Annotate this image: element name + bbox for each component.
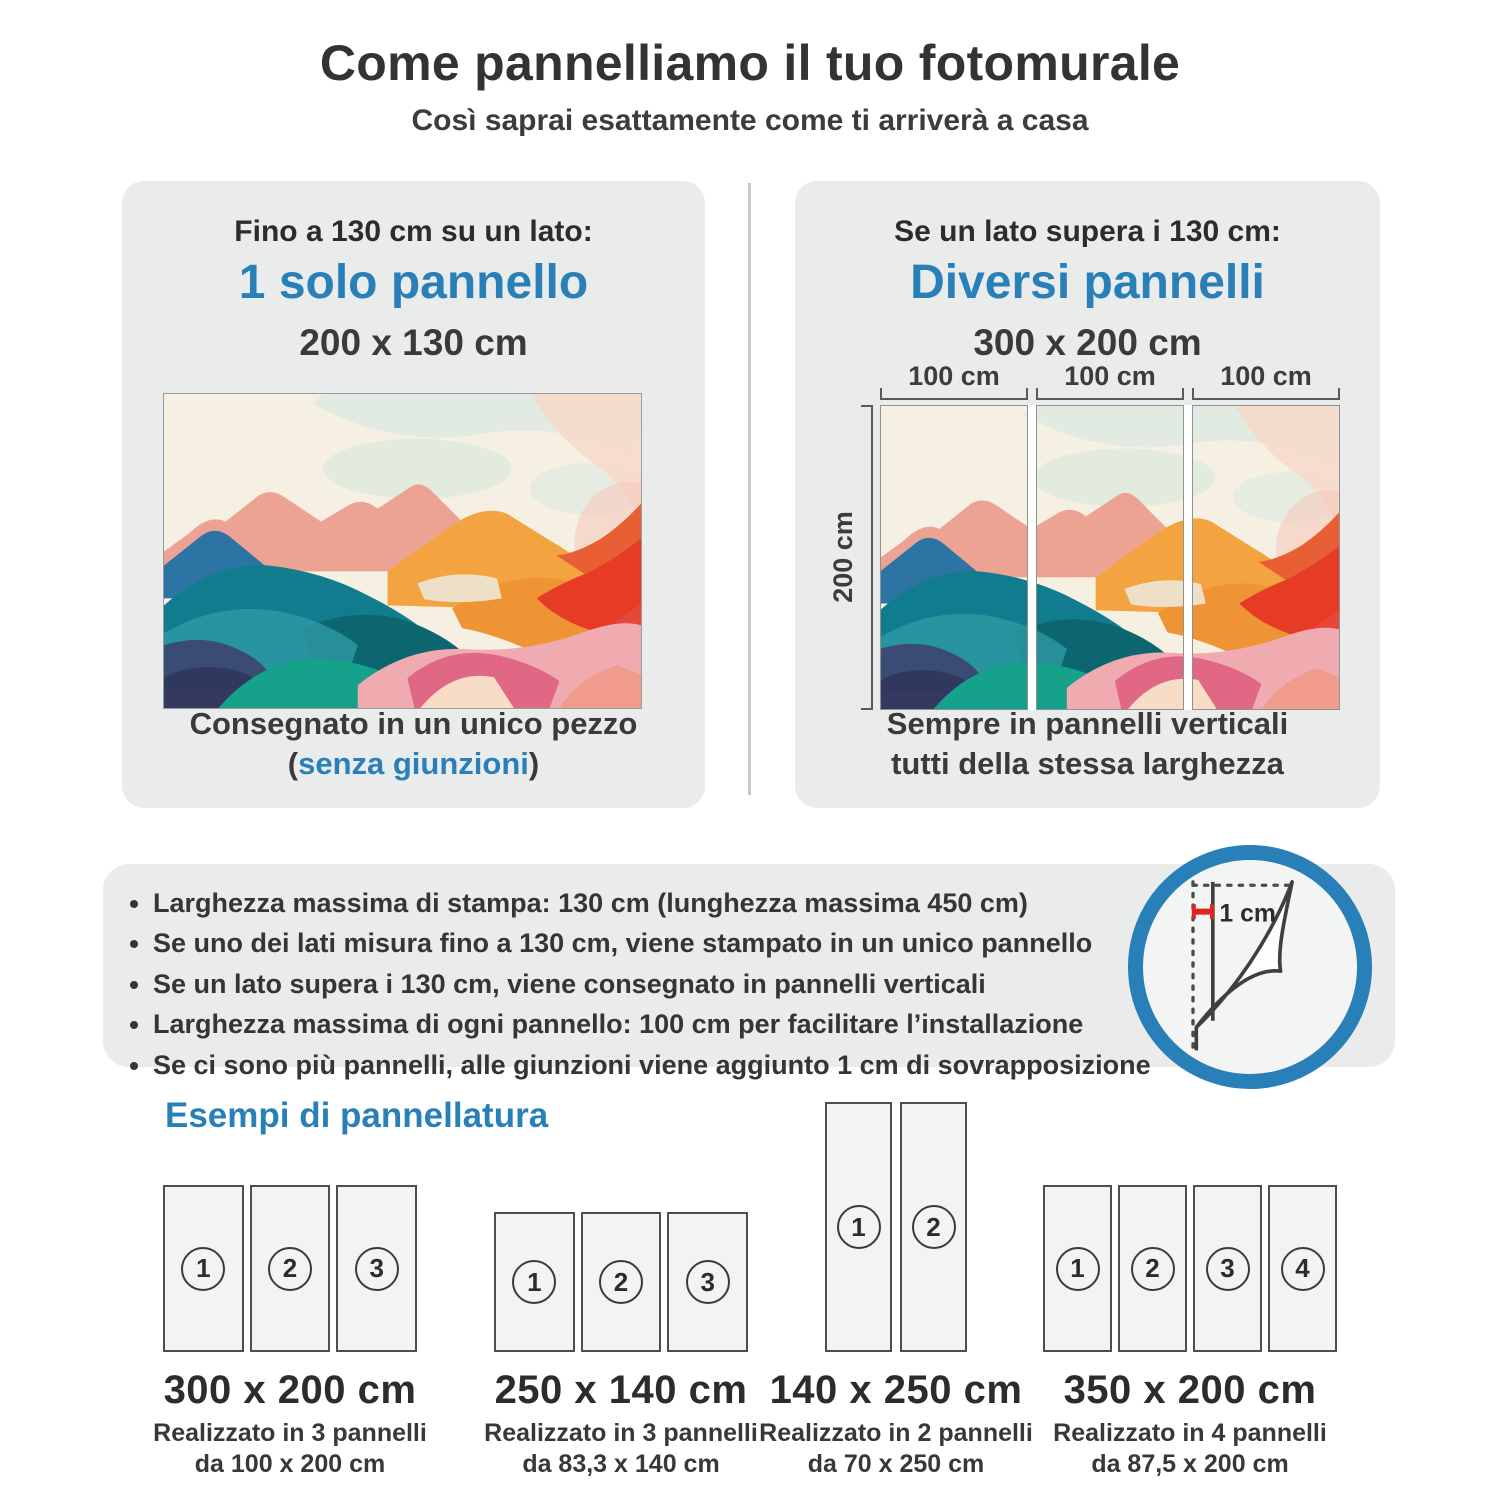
single-panel-size: 200 x 130 cm xyxy=(299,322,528,363)
page-title: Come pannelliamo il tuo fotomurale xyxy=(319,35,1181,91)
examples-heading: Esempi di pannellatura xyxy=(165,1096,549,1135)
example-detail-line2: da 83,3 x 140 cm xyxy=(522,1450,720,1478)
panel-rect-1 xyxy=(825,1102,892,1352)
width-label-2: 100 cm xyxy=(1064,361,1156,391)
paren-open: ( xyxy=(287,746,299,781)
overlap-badge xyxy=(1128,845,1372,1089)
caption-emphasis: senza giunzioni xyxy=(298,746,529,781)
panel-rect-1 xyxy=(494,1212,575,1352)
height-label: 200 cm xyxy=(828,511,858,603)
example-panels xyxy=(825,1102,967,1352)
multi-panel-highlight: Diversi pannelli xyxy=(910,256,1265,309)
example-detail-line1: Realizzato in 3 pannelli xyxy=(484,1419,758,1447)
example-detail-line2: da 87,5 x 200 cm xyxy=(1091,1450,1289,1478)
example-detail-line2: da 100 x 200 cm xyxy=(194,1450,386,1478)
panel-number: 1 xyxy=(1056,1247,1100,1291)
caption-line1: Consegnato in un unico pezzo xyxy=(189,706,638,741)
example-size: 350 x 200 cm xyxy=(1063,1368,1317,1412)
panel-rect-3 xyxy=(1193,1185,1262,1352)
card-divider xyxy=(748,183,751,795)
watercolor-image xyxy=(880,405,1028,710)
example-300x200 xyxy=(153,1185,427,1478)
single-panel-condition: Fino a 130 cm su un lato: xyxy=(234,215,593,248)
example-detail xyxy=(1005,1418,1375,1480)
example-size: 300 x 200 cm xyxy=(163,1368,417,1412)
panel-number: 2 xyxy=(268,1247,312,1291)
panel-rect-2 xyxy=(900,1102,967,1352)
single-panel-card xyxy=(122,181,705,808)
width-label-3: 100 cm xyxy=(1220,361,1312,391)
panel-rect-2 xyxy=(581,1212,662,1352)
one-cm-marker xyxy=(1193,904,1213,919)
example-140x250 xyxy=(759,1102,1033,1478)
panel-rect-2 xyxy=(1118,1185,1187,1352)
example-250x140 xyxy=(484,1212,758,1478)
panel-number: 3 xyxy=(355,1247,399,1291)
multi-panel-condition: Se un lato supera i 130 cm: xyxy=(894,215,1281,248)
example-detail-line1: Realizzato in 3 pannelli xyxy=(153,1419,427,1447)
panel-rect-1 xyxy=(1043,1185,1112,1352)
panel-number: 3 xyxy=(686,1260,730,1304)
width-dimension-brackets xyxy=(880,390,1340,400)
width-label-1: 100 cm xyxy=(908,361,1000,391)
example-detail xyxy=(105,1418,475,1480)
panel-number: 2 xyxy=(912,1205,956,1249)
example-panels xyxy=(1043,1185,1337,1352)
mural-panel-slice-1 xyxy=(880,405,1028,710)
rule-item: • Larghezza massima di ogni pannello: 100 cm per facilitare l’installazione xyxy=(153,1004,1183,1044)
rule-item: • Larghezza massima di stampa: 130 cm (lunghezza massima 450 cm) xyxy=(153,883,1183,923)
example-panels xyxy=(163,1185,417,1352)
panel-number: 2 xyxy=(599,1260,643,1304)
watercolor-image xyxy=(164,394,641,708)
overlap-value: 1 cm xyxy=(1219,900,1276,928)
width-bracket-3 xyxy=(1192,390,1340,400)
mural-panel-slice-2 xyxy=(1036,405,1184,710)
page-curl-icon xyxy=(1170,872,1330,1062)
single-panel-caption xyxy=(122,704,705,784)
multi-panel-card xyxy=(795,181,1380,808)
panel-rect-2 xyxy=(250,1185,331,1352)
panel-rect-1 xyxy=(163,1185,244,1352)
watercolor-image xyxy=(1036,405,1184,710)
panel-number: 1 xyxy=(181,1247,225,1291)
watercolor-image xyxy=(1192,405,1340,710)
panel-number: 2 xyxy=(1131,1247,1175,1291)
page-subtitle: Così saprai esattamente come ti arriverà a casa xyxy=(411,104,1089,137)
width-bracket-2 xyxy=(1036,390,1184,400)
rule-item: • Se uno dei lati misura fino a 130 cm, viene stampato in un unico pannello xyxy=(153,923,1183,963)
mural-artwork-single xyxy=(163,393,642,709)
caption-line2: tutti della stessa larghezza xyxy=(891,746,1284,781)
single-panel-highlight: 1 solo pannello xyxy=(238,256,589,309)
caption-line1: Sempre in pannelli verticali xyxy=(886,706,1289,741)
multi-panel-size: 300 x 200 cm xyxy=(973,322,1202,363)
example-size: 250 x 140 cm xyxy=(494,1368,748,1412)
multi-panel-caption xyxy=(795,704,1380,784)
panel-width-labels xyxy=(880,361,1340,392)
example-350x200 xyxy=(1043,1185,1337,1478)
rules-list xyxy=(103,883,1183,1085)
mural-panel-slice-3 xyxy=(1192,405,1340,710)
paren-close: ) xyxy=(528,746,540,781)
panel-number: 4 xyxy=(1281,1247,1325,1291)
panel-number: 1 xyxy=(512,1260,556,1304)
example-detail-line1: Realizzato in 4 pannelli xyxy=(1053,1419,1327,1447)
example-detail-line2: da 70 x 250 cm xyxy=(807,1450,985,1478)
panel-rect-3 xyxy=(336,1185,417,1352)
width-bracket-1 xyxy=(880,390,1028,400)
example-size: 140 x 250 cm xyxy=(769,1368,1023,1412)
example-caption xyxy=(105,1368,475,1480)
example-panels xyxy=(494,1212,748,1352)
rule-item: • Se ci sono più pannelli, alle giunzioni viene aggiunto 1 cm di sovrapposizione xyxy=(153,1045,1183,1085)
panel-number: 1 xyxy=(837,1205,881,1249)
mural-artwork-panelled xyxy=(880,405,1340,710)
example-caption xyxy=(1005,1368,1375,1480)
rule-item: • Se un lato supera i 130 cm, viene consegnato in pannelli verticali xyxy=(153,964,1183,1004)
example-detail-line1: Realizzato in 2 pannelli xyxy=(759,1419,1033,1447)
panel-number: 3 xyxy=(1206,1247,1250,1291)
panel-rect-4 xyxy=(1268,1185,1337,1352)
panel-rect-3 xyxy=(667,1212,748,1352)
height-dimension-line xyxy=(861,405,873,710)
